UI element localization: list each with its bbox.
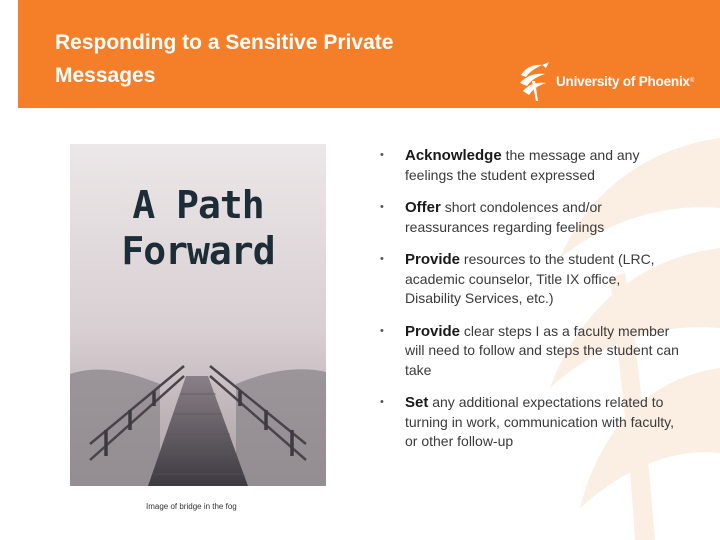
slide-title: Responding to a Sensitive Private Messages — [55, 31, 394, 87]
image-title — [70, 182, 326, 274]
item-text: any additional expectations related to turning in work, communication with faculty, or other follow-up — [405, 394, 674, 449]
list-item — [380, 146, 680, 185]
image-caption: Image of bridge in the fog — [146, 502, 237, 511]
guidance-list — [380, 146, 680, 465]
header-bar — [18, 0, 720, 108]
list-item — [380, 322, 680, 381]
item-text: short condolences and/or reassurances regarding feelings — [405, 199, 605, 235]
list-item — [380, 393, 680, 452]
item-keyword: Provide — [405, 322, 461, 340]
item-text: clear steps I as a faculty member will need to follow and steps the student can take — [405, 322, 679, 378]
item-keyword: Provide — [405, 251, 461, 268]
item-text: resources to the student (LRC, academic counselor, Title IX office, Disability Services, etc.) — [405, 251, 655, 306]
list-item — [380, 198, 680, 237]
bridge-image — [70, 144, 326, 486]
phoenix-icon — [518, 61, 552, 101]
bullet-icon: • — [380, 149, 384, 161]
bullet-icon: • — [380, 324, 384, 337]
image-title-line-1: A Path — [132, 183, 264, 227]
item-text: the message and any feelings the student expressed — [405, 147, 640, 183]
university-logo — [518, 58, 694, 104]
item-keyword: Set — [405, 394, 429, 411]
logo-text: University of Phoenix — [556, 73, 690, 89]
item-keyword: Acknowledge — [405, 147, 502, 164]
image-title-line-2: Forward — [121, 229, 275, 273]
list-item — [380, 250, 680, 309]
bullet-icon: • — [380, 253, 384, 265]
bullet-icon: • — [380, 396, 384, 408]
item-keyword: Offer — [405, 199, 441, 216]
registered-mark: ® — [689, 78, 695, 84]
bullet-icon: • — [380, 201, 384, 213]
